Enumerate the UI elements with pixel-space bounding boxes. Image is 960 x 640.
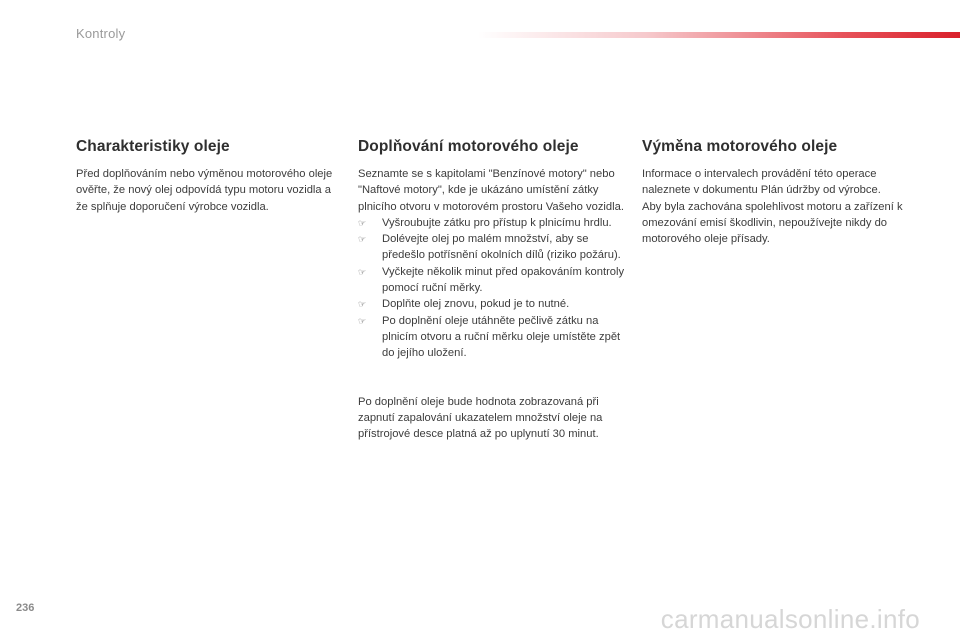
list-item: ☞ Dolévejte olej po malém množství, aby se předešlo potřísnění okolních dílů (riziko požáru). bbox=[358, 233, 621, 262]
oil-characteristics-heading: Charakteristiky oleje bbox=[76, 138, 230, 155]
oil-change-additives-text: Aby byla zachována spolehlivost motoru a zařízení k omezování emisí škodlivin, nepoužívejte nikdy do motorového oleje přísady. bbox=[642, 200, 903, 246]
watermark-text[interactable]: carmanualsonline.info bbox=[660, 604, 920, 634]
header-accent-stripe bbox=[478, 32, 960, 38]
oil-change-heading: Výměna motorového oleje bbox=[642, 138, 838, 155]
topping-up-steps bbox=[358, 215, 626, 362]
topping-up-note: Po doplnění oleje bude hodnota zobrazovaná při zapnutí zapalování ukazatelem množství oleje na přístrojové desce platná až po uplynutí 30 minut. bbox=[358, 395, 603, 441]
pointing-hand-icon: ☞ bbox=[358, 315, 367, 326]
column-oil-change bbox=[642, 138, 910, 247]
pointing-hand-icon: ☞ bbox=[358, 234, 367, 245]
list-item: ☞ Vyčkejte několik minut před opakováním kontroly pomocí ruční měrky. bbox=[358, 265, 625, 295]
page-number: 236 bbox=[16, 602, 35, 614]
list-item: ☞ Doplňte olej znovu, pokud je to nutné. bbox=[358, 296, 626, 312]
column-topping-up bbox=[358, 138, 626, 442]
list-item: ☞ Po doplnění oleje utáhněte pečlivě zátku na plnicím otvoru a ruční měrku oleje umístěte zpět do jejího uložení. bbox=[358, 314, 621, 360]
pointing-hand-icon: ☞ bbox=[358, 266, 367, 277]
pointing-hand-icon: ☞ bbox=[358, 299, 367, 310]
list-item: ☞ Vyšroubujte zátku pro přístup k plnicímu hrdlu. bbox=[358, 215, 626, 231]
topping-up-heading: Doplňování motorového oleje bbox=[358, 138, 579, 155]
oil-characteristics-text: Před doplňováním nebo výměnou motorového oleje ověřte, že nový olej odpovídá typu motoru vozidla a že splňuje doporučení výrobce vozidla. bbox=[76, 168, 333, 213]
oil-change-interval-text: Informace o intervalech provádění této operace naleznete v dokumentu Plán údržby od výrobce. bbox=[642, 168, 881, 197]
column-oil-characteristics bbox=[76, 138, 344, 215]
topping-up-intro: Seznamte se s kapitolami "Benzínové motory" nebo "Naftové motory", kde je ukázáno umístění zátky plnicího otvoru v motorovém prostoru Vašeho vozidla. bbox=[358, 168, 624, 213]
section-header-title: Kontroly bbox=[76, 26, 126, 41]
pointing-hand-icon: ☞ bbox=[358, 217, 367, 228]
